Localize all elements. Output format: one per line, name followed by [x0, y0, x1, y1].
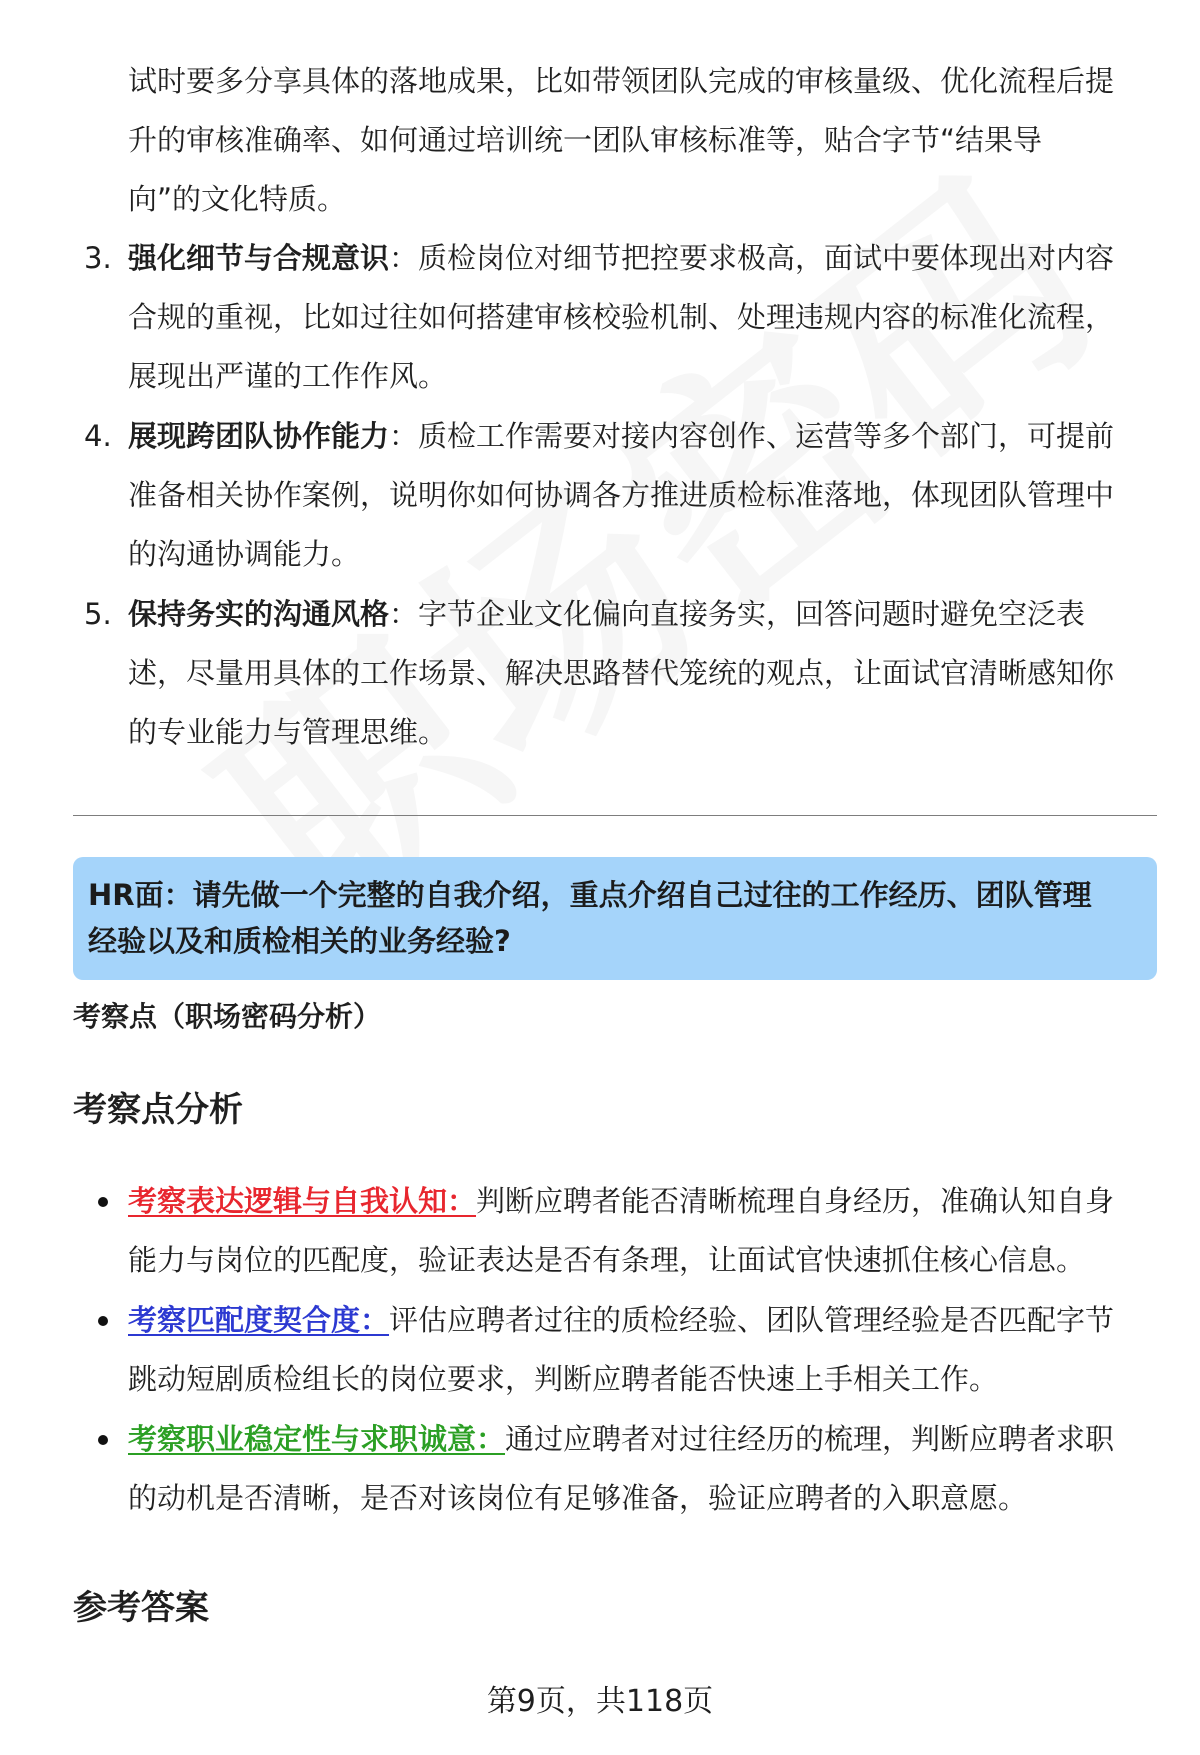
- list-item-line: 的沟通协调能力。: [128, 537, 361, 571]
- bullet-text: 通过应聘者对过往经历的梳理，判断应聘者求职: [505, 1422, 1115, 1456]
- list-number: 3.: [84, 241, 112, 275]
- answer-heading: 参考答案: [73, 1588, 209, 1628]
- bullet-text: 判断应聘者能否清晰梳理自身经历，准确认知自身: [476, 1184, 1115, 1218]
- list-item-line: 述，尽量用具体的工作场景、解决思路替代笼统的观点，让面试官清晰感知你: [128, 656, 1115, 690]
- list-item-line: [128, 238, 1114, 278]
- bullet-key: 考察职业稳定性与求职诚意：: [128, 1422, 506, 1456]
- section-label: 考察点（职场密码分析）: [73, 1000, 382, 1033]
- paragraph-line: 试时要多分享具体的落地成果，比如带领团队完成的审核量级、优化流程后提: [128, 64, 1115, 98]
- bullet-key: 考察表达逻辑与自我认知：: [128, 1184, 477, 1218]
- list-item-line: 合规的重视，比如过往如何搭建审核校验机制、处理违规内容的标准化流程，: [128, 300, 1115, 334]
- paragraph-line: 向”的文化特质。: [128, 182, 347, 216]
- bullet-dot: [98, 1316, 108, 1326]
- question-line: 经验以及和质检相关的业务经验?: [88, 924, 511, 958]
- bullet-text: 评估应聘者过往的质检经验、团队管理经验是否匹配字节: [389, 1303, 1115, 1337]
- bullet-line: 能力与岗位的匹配度，验证表达是否有条理，让面试官快速抓住核心信息。: [128, 1243, 1086, 1277]
- list-item-line: 展现出严谨的工作作风。: [128, 359, 448, 393]
- bullet-line: 的动机是否清晰，是否对该岗位有足够准备，验证应聘者的入职意愿。: [128, 1481, 1028, 1515]
- list-item-title: 展现跨团队协作能力: [128, 419, 390, 453]
- bullet-line: [128, 1300, 1114, 1340]
- list-item-line: 的专业能力与管理思维。: [128, 715, 448, 749]
- bullet-line: [128, 1419, 1114, 1459]
- bullet-line: [128, 1181, 1114, 1221]
- list-item-text: ：质检工作需要对接内容创作、运营等多个部门，可提前: [389, 419, 1115, 453]
- list-item-text: ：字节企业文化偏向直接务实，回答问题时避免空泛表: [389, 597, 1086, 631]
- bullet-dot: [98, 1197, 108, 1207]
- list-item-text: ：质检岗位对细节把控要求极高，面试中要体现出对内容: [389, 241, 1115, 275]
- list-number: 5.: [84, 597, 112, 631]
- page-footer: 第9页，共118页: [486, 1684, 714, 1719]
- list-number: 4.: [84, 419, 112, 453]
- analysis-heading: 考察点分析: [73, 1090, 243, 1130]
- bullet-dot: [98, 1435, 108, 1445]
- list-item-title: 强化细节与合规意识: [128, 241, 390, 275]
- section-divider: [73, 815, 1157, 816]
- question-line: HR面：请先做一个完整的自我介绍，重点介绍自己过往的工作经历、团队管理: [88, 878, 1092, 912]
- list-item-title: 保持务实的沟通风格: [128, 597, 390, 631]
- list-item-line: [128, 594, 1085, 634]
- bullet-key: 考察匹配度契合度：: [128, 1303, 390, 1337]
- bullet-line: 跳动短剧质检组长的岗位要求，判断应聘者能否快速上手相关工作。: [128, 1362, 999, 1396]
- paragraph-line: 升的审核准确率、如何通过培训统一团队审核标准等，贴合字节“结果导: [128, 123, 1043, 157]
- list-item-line: [128, 416, 1114, 456]
- question-callout: [73, 857, 1157, 980]
- list-item-line: 准备相关协作案例，说明你如何协调各方推进质检标准落地，体现团队管理中: [128, 478, 1115, 512]
